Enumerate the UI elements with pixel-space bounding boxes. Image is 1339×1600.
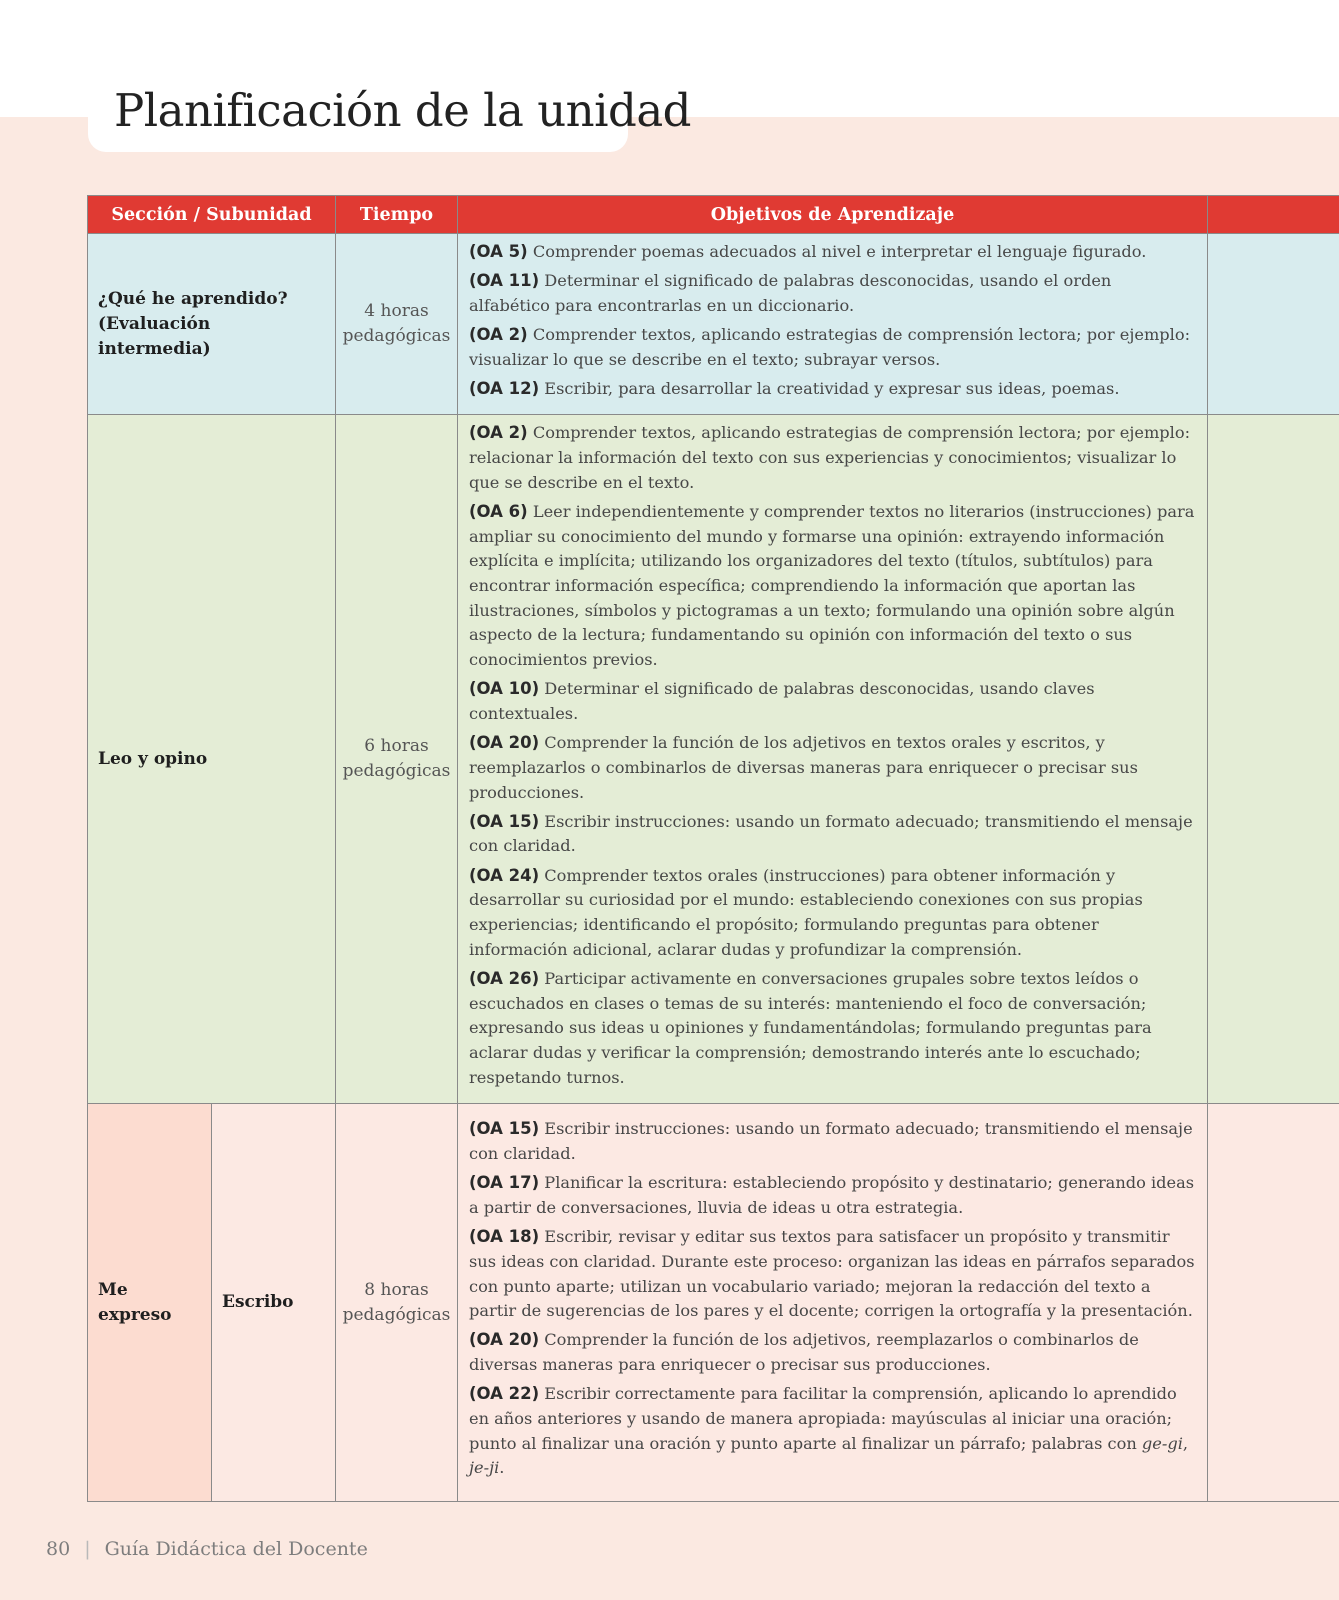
objective-text: Escribir, para desarrollar la creatividad y expresar sus ideas, poemas. <box>539 379 1120 399</box>
time-unit: pedagógicas <box>342 326 451 347</box>
objective-item <box>469 240 1197 265</box>
objective-item <box>469 810 1197 859</box>
objective-code: (OA 24) <box>469 865 540 885</box>
objective-item <box>469 421 1197 495</box>
objective-item <box>469 1117 1197 1166</box>
objective-text: . <box>499 1458 505 1478</box>
planning-table <box>87 195 1339 1502</box>
objective-code: (OA 12) <box>469 379 540 399</box>
section-cell: Me expreso <box>88 1104 212 1502</box>
header-tiempo: Tiempo <box>336 196 458 234</box>
objective-text: Comprender textos orales (instrucciones) para obtener información y desarrollar su curiosidad por el mundo: estableciendo conexiones con sus propias experiencias; identificando el propósito; formulando preguntas para obtener información adicional, aclarar dudas y profundizar la comprensión. <box>469 865 1143 959</box>
header-objetivos: Objetivos de Aprendizaje <box>458 196 1208 234</box>
time-hours: 8 horas <box>364 1279 429 1300</box>
time-cell <box>336 1104 458 1502</box>
objective-item <box>469 1328 1197 1377</box>
objective-item <box>469 1171 1197 1220</box>
objectives-cell <box>458 1104 1208 1502</box>
objective-italic: ge-gi <box>1141 1433 1183 1453</box>
objective-code: (OA 5) <box>469 242 528 261</box>
objective-text: Comprender poemas adecuados al nivel e interpretar el lenguaje figurado. <box>527 242 1147 261</box>
objective-item <box>469 1382 1197 1481</box>
objective-code: (OA 22) <box>469 1384 540 1404</box>
objective-code: (OA 6) <box>469 501 528 521</box>
objective-text: Participar activamente en conversaciones grupales sobre textos leídos o escuchados en clases o temas de su interés: manteniendo el foco de conversación; expresando sus ideas u opiniones y fundamentándolas; formulando preguntas para aclarar dudas y verificar la comprensión; demostrando interés ante lo escuchado; respetando turnos. <box>469 968 1152 1087</box>
page-title: Planificación de la unidad <box>114 84 691 137</box>
objective-code: (OA 11) <box>469 271 540 291</box>
table-header-row <box>88 196 1339 234</box>
objective-italic: je-ji <box>469 1458 500 1478</box>
table-row <box>88 234 1339 415</box>
section-title: ¿Qué he aprendido? <box>98 288 288 309</box>
objective-text: Comprender la función de los adjetivos en textos orales y escritos, y reemplazarlos o combinarlos de diversas maneras para enriquecer o precisar sus producciones. <box>469 733 1138 802</box>
objective-text: Escribir instrucciones: usando un formato adecuado; transmitiendo el mensaje con claridad. <box>469 1119 1193 1164</box>
objective-item <box>469 500 1197 673</box>
objective-text: , <box>1182 1433 1189 1453</box>
objective-code: (OA 20) <box>469 733 540 753</box>
header-seccion: Sección / Subunidad <box>88 196 336 234</box>
objective-code: (OA 26) <box>469 968 540 988</box>
time-unit: pedagógicas <box>342 761 451 782</box>
header-extra <box>1208 196 1339 234</box>
objectives-cell <box>458 415 1208 1104</box>
book-title: Guía Didáctica del Docente <box>104 1538 368 1560</box>
objective-item <box>469 967 1197 1091</box>
objective-text: Escribir correctamente para facilitar la comprensión, aplicando lo aprendido en años anteriores y usando de manera apropiada: mayúsculas al iniciar una oración; punto al finalizar una oración y punto aparte al finalizar un párrafo; palabras con <box>469 1384 1177 1453</box>
objective-item <box>469 864 1197 963</box>
time-cell <box>336 415 458 1104</box>
objective-code: (OA 15) <box>469 1119 540 1139</box>
objective-text: Escribir instrucciones: usando un formato adecuado; transmitiendo el mensaje con claridad. <box>469 811 1193 856</box>
objective-code: (OA 2) <box>469 423 528 443</box>
page-number: 80 <box>46 1538 71 1560</box>
section-cell <box>88 234 336 415</box>
objective-text: Comprender la función de los adjetivos, reemplazarlos o combinarlos de diversas maneras para enriquecer o precisar sus producciones. <box>469 1330 1139 1375</box>
section-cell: Leo y opino <box>88 415 336 1104</box>
objective-code: (OA 15) <box>469 811 540 831</box>
extra-cell <box>1208 1104 1339 1502</box>
objective-text: Comprender textos, aplicando estrategias de comprensión lectora; por ejemplo: relacionar la información del texto con sus experiencias y conocimientos; visualizar lo que se describe en el texto. <box>469 423 1191 492</box>
extra-cell <box>1208 234 1339 415</box>
objective-item <box>469 1225 1197 1324</box>
subsection-cell: Escribo <box>212 1104 336 1502</box>
objective-text: Determinar el significado de palabras desconocidas, usando el orden alfabético para encontrarlas en un diccionario. <box>469 271 1112 315</box>
objective-item <box>469 677 1197 726</box>
time-hours: 4 horas <box>364 301 429 322</box>
objective-code: (OA 20) <box>469 1330 540 1350</box>
objective-text: Escribir, revisar y editar sus textos para satisfacer un propósito y transmitir sus ideas con claridad. Durante este proceso: organizan las ideas en párrafos separados con punto aparte; utilizan un vocabulario variado; mejoran la redacción del texto a partir de sugerencias de los pares y el docente; corrigen la ortografía y la presentación. <box>469 1227 1195 1321</box>
table-row <box>88 1104 1339 1502</box>
objective-item <box>469 269 1197 318</box>
time-unit: pedagógicas <box>342 1304 451 1325</box>
time-hours: 6 horas <box>364 736 429 757</box>
objectives-cell <box>458 234 1208 415</box>
objective-text: Comprender textos, aplicando estrategias de comprensión lectora; por ejemplo: visualizar lo que se describe en el texto; subrayar versos. <box>469 325 1191 369</box>
objective-text: Leer independientemente y comprender textos no literarios (instrucciones) para ampliar su conocimiento del mundo y formarse una opinión: extrayendo información explícita e implícita; utilizando los organizadores del texto (títulos, subtítulos) para encontrar información específica; comprendiendo la información que aportan las ilustraciones, símbolos y pictogramas a un texto; formulando una opinión sobre algún aspecto de la lectura; fundamentando su opinión con información del texto o sus conocimientos previos. <box>469 501 1195 670</box>
footer-separator: | <box>84 1538 91 1560</box>
objective-item <box>469 377 1197 402</box>
extra-cell <box>1208 415 1339 1104</box>
objective-item <box>469 323 1197 372</box>
objective-code: (OA 2) <box>469 325 528 345</box>
objective-item <box>469 731 1197 805</box>
time-cell <box>336 234 458 415</box>
page-footer <box>46 1538 368 1560</box>
objective-text: Determinar el significado de palabras desconocidas, usando claves contextuales. <box>469 679 1095 723</box>
objective-code: (OA 10) <box>469 679 540 699</box>
objective-code: (OA 17) <box>469 1173 540 1193</box>
objective-code: (OA 18) <box>469 1227 540 1247</box>
objective-text: Planificar la escritura: estableciendo propósito y destinatario; generando ideas a partir de conversaciones, lluvia de ideas u otra estrategia. <box>469 1173 1195 1217</box>
table-row <box>88 415 1339 1104</box>
section-subtitle: (Evaluación intermedia) <box>98 313 211 359</box>
